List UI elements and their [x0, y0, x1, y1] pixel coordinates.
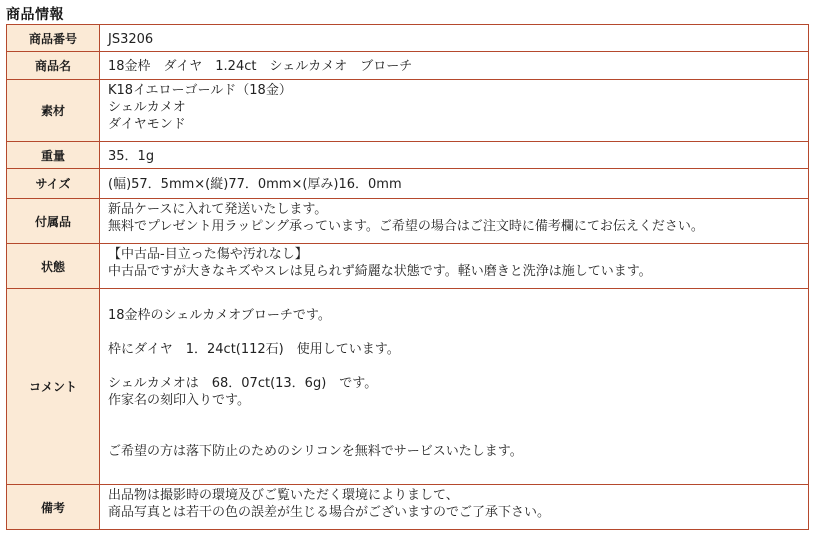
row-weight	[7, 142, 809, 169]
value-accessories: 新品ケースに入れて発送いたします。 無料でプレゼント用ラッピング承っています。ご希望の場合はご注文時に備考欄にてお伝えください。	[100, 199, 809, 244]
value-comment: 18金枠のシェルカメオブローチです。 枠にダイヤ 1．24ct(112石) 使用しています。 シェルカメオは 68．07ct(13．6g) です。 作家名の刻印入りです。 ご希望の方は落下防止のためのシリコンを無料でサービスいたします。	[100, 289, 809, 485]
product-info-table	[6, 24, 809, 530]
row-material	[7, 80, 809, 142]
row-product-name	[7, 52, 809, 80]
value-material: K18イエローゴールド（18金） シェルカメオ ダイヤモンド	[100, 80, 809, 142]
label-product-number: 商品番号	[7, 25, 100, 52]
label-comment: コメント	[7, 289, 100, 485]
row-product-number	[7, 25, 809, 52]
value-remarks: 出品物は撮影時の環境及びご覧いただく環境によりまして、 商品写真とは若干の色の誤差が生じる場合がございますのでご了承下さい。	[100, 485, 809, 530]
row-remarks	[7, 485, 809, 530]
label-remarks: 備考	[7, 485, 100, 530]
label-accessories: 付属品	[7, 199, 100, 244]
label-size: サイズ	[7, 169, 100, 199]
value-weight: 35．1g	[100, 142, 809, 169]
value-size: (幅)57．5mm×(縦)77．0mm×(厚み)16．0mm	[100, 169, 809, 199]
label-weight: 重量	[7, 142, 100, 169]
section-title: 商品情報	[6, 7, 64, 23]
label-material: 素材	[7, 80, 100, 142]
value-product-number: JS3206	[100, 25, 809, 52]
row-accessories	[7, 199, 809, 244]
label-condition: 状態	[7, 244, 100, 289]
row-comment	[7, 289, 809, 485]
label-product-name: 商品名	[7, 52, 100, 80]
value-condition: 【中古品-目立った傷や汚れなし】 中古品ですが大きなキズやスレは見られず綺麗な状態です。軽い磨きと洗浄は施しています。	[100, 244, 809, 289]
value-product-name: 18金枠 ダイヤ 1.24ct シェルカメオ ブローチ	[100, 52, 809, 80]
row-size	[7, 169, 809, 199]
row-condition	[7, 244, 809, 289]
